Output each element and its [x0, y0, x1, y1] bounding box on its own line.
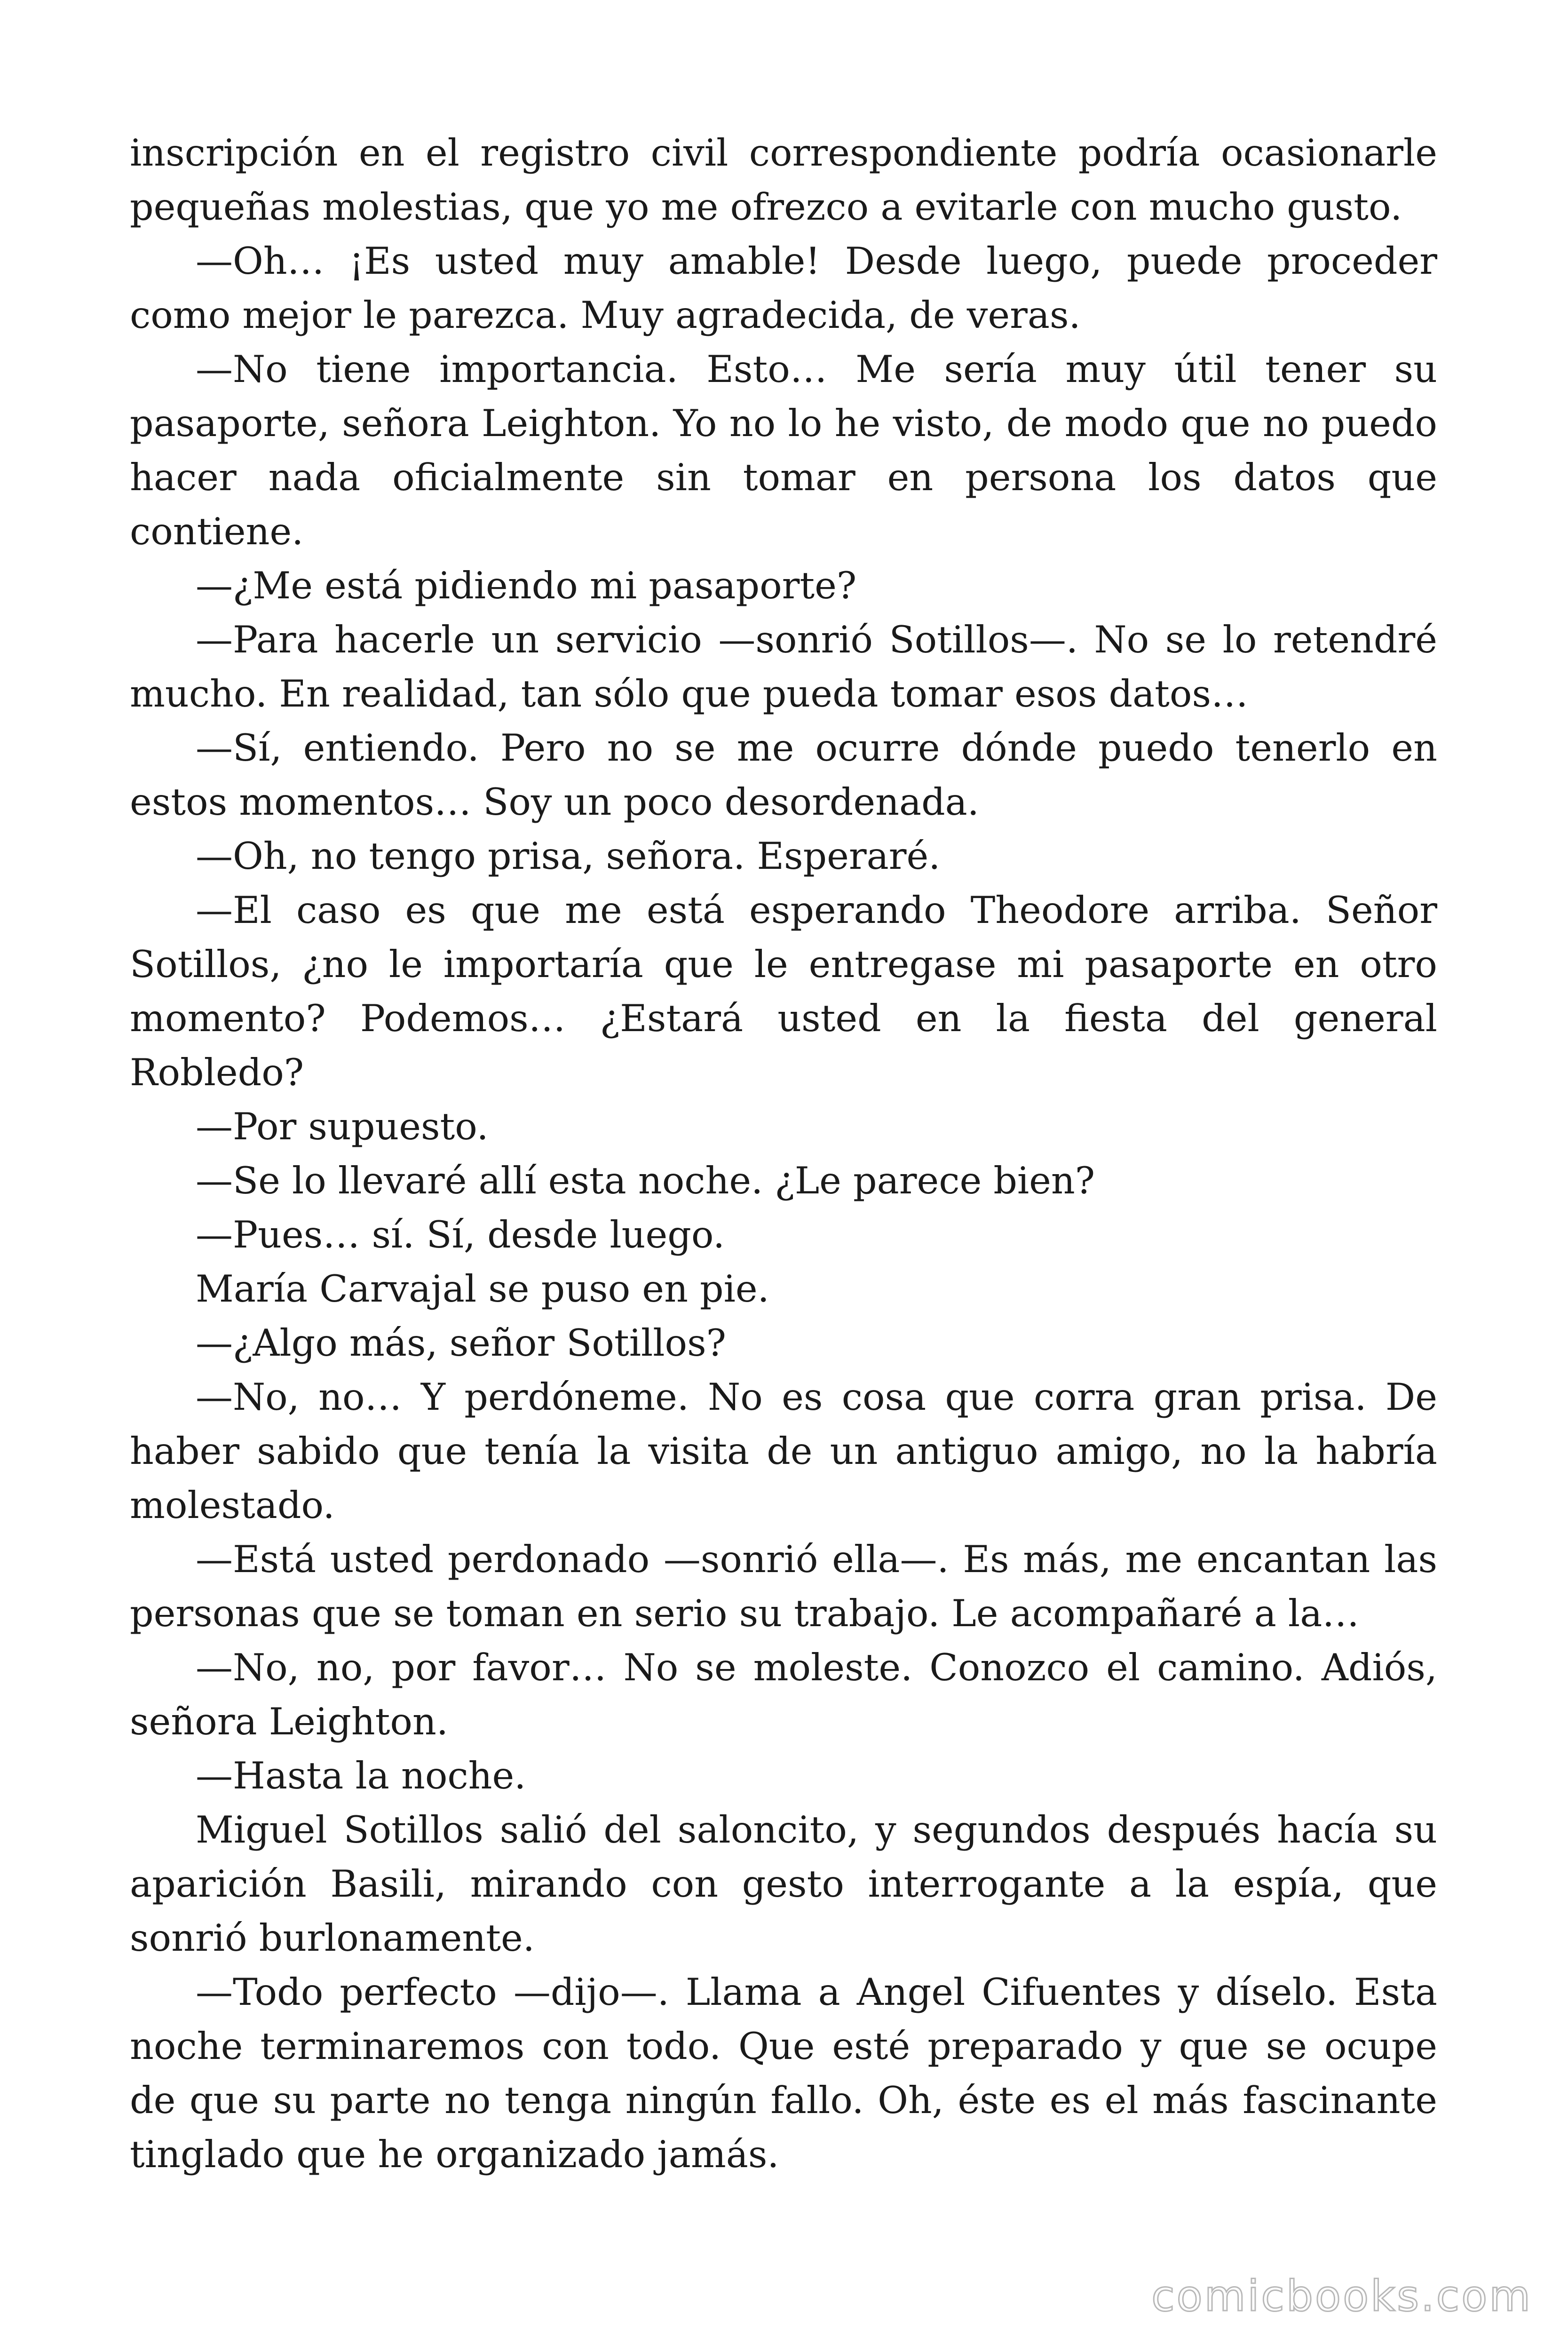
paragraph: —Se lo llevaré allí esta noche. ¿Le parece bien? [196, 1159, 1095, 1202]
paragraph: —Está usted perdonado —sonrió ella—. Es más, me encantan las personas que se toman en serio su trabajo. Le acompañaré a la… [130, 1538, 1437, 1635]
paragraph: —Todo perfecto —dijo—. Llama a Angel Cifuentes y díselo. Esta noche terminaremos con todo. Que esté preparado y que se ocupe de que su parte no tenga ningún fallo. Oh, éste es el más fascinante tinglado que he organizado jamás. [130, 1971, 1437, 2176]
paragraph: —No tiene importancia. Esto… Me sería muy útil tener su pasaporte, señora Leighton. Yo no lo he visto, de modo que no puedo hacer nada oficialmente sin tomar en persona los datos que contiene. [130, 348, 1437, 553]
paragraph: —No, no, por favor… No se moleste. Conozco el camino. Adiós, señora Leighton. [130, 1646, 1437, 1743]
paragraph: Miguel Sotillos salió del saloncito, y segundos después hacía su aparición Basili, mirando con gesto interrogante a la espía, que sonrió burlonamente. [130, 1808, 1437, 1960]
paragraph: —El caso es que me está esperando Theodore arriba. Señor Sotillos, ¿no le importaría que le entregase mi pasaporte en otro momento? Podemos… ¿Estará usted en la fiesta del general Robledo? [130, 889, 1437, 1094]
paragraph: —No, no… Y perdóneme. No es cosa que corra gran prisa. De haber sabido que tenía la visita de un antiguo amigo, no la habría molestado. [130, 1375, 1437, 1527]
paragraph: inscripción en el registro civil correspondiente podría ocasionarle pequeñas molestias, que yo me ofrezco a evitarle con mucho gusto. [130, 131, 1437, 229]
paragraph: María Carvajal se puso en pie. [196, 1267, 769, 1311]
paragraph: —Para hacerle un servicio —sonrió Sotillos—. No se lo retendré mucho. En realidad, tan sólo que pueda tomar esos datos… [130, 618, 1437, 715]
paragraph: —Sí, entiendo. Pero no se me ocurre dónde puedo tenerlo en estos momentos… Soy un poco desordenada. [130, 726, 1437, 824]
paragraph: —Oh, no tengo prisa, señora. Esperaré. [196, 834, 941, 878]
paragraph: —Oh… ¡Es usted muy amable! Desde luego, puede proceder como mejor le parezca. Muy agradecida, de veras. [130, 239, 1437, 337]
page-body [130, 126, 1437, 2182]
paragraph: —Hasta la noche. [196, 1754, 526, 1797]
paragraph: —Por supuesto. [196, 1105, 489, 1148]
watermark: comicbooks.com [1151, 2272, 1532, 2321]
paragraph: —Pues… sí. Sí, desde luego. [196, 1213, 725, 1256]
paragraph: —¿Me está pidiendo mi pasaporte? [196, 564, 857, 607]
paragraph: —¿Algo más, señor Sotillos? [196, 1321, 726, 1365]
